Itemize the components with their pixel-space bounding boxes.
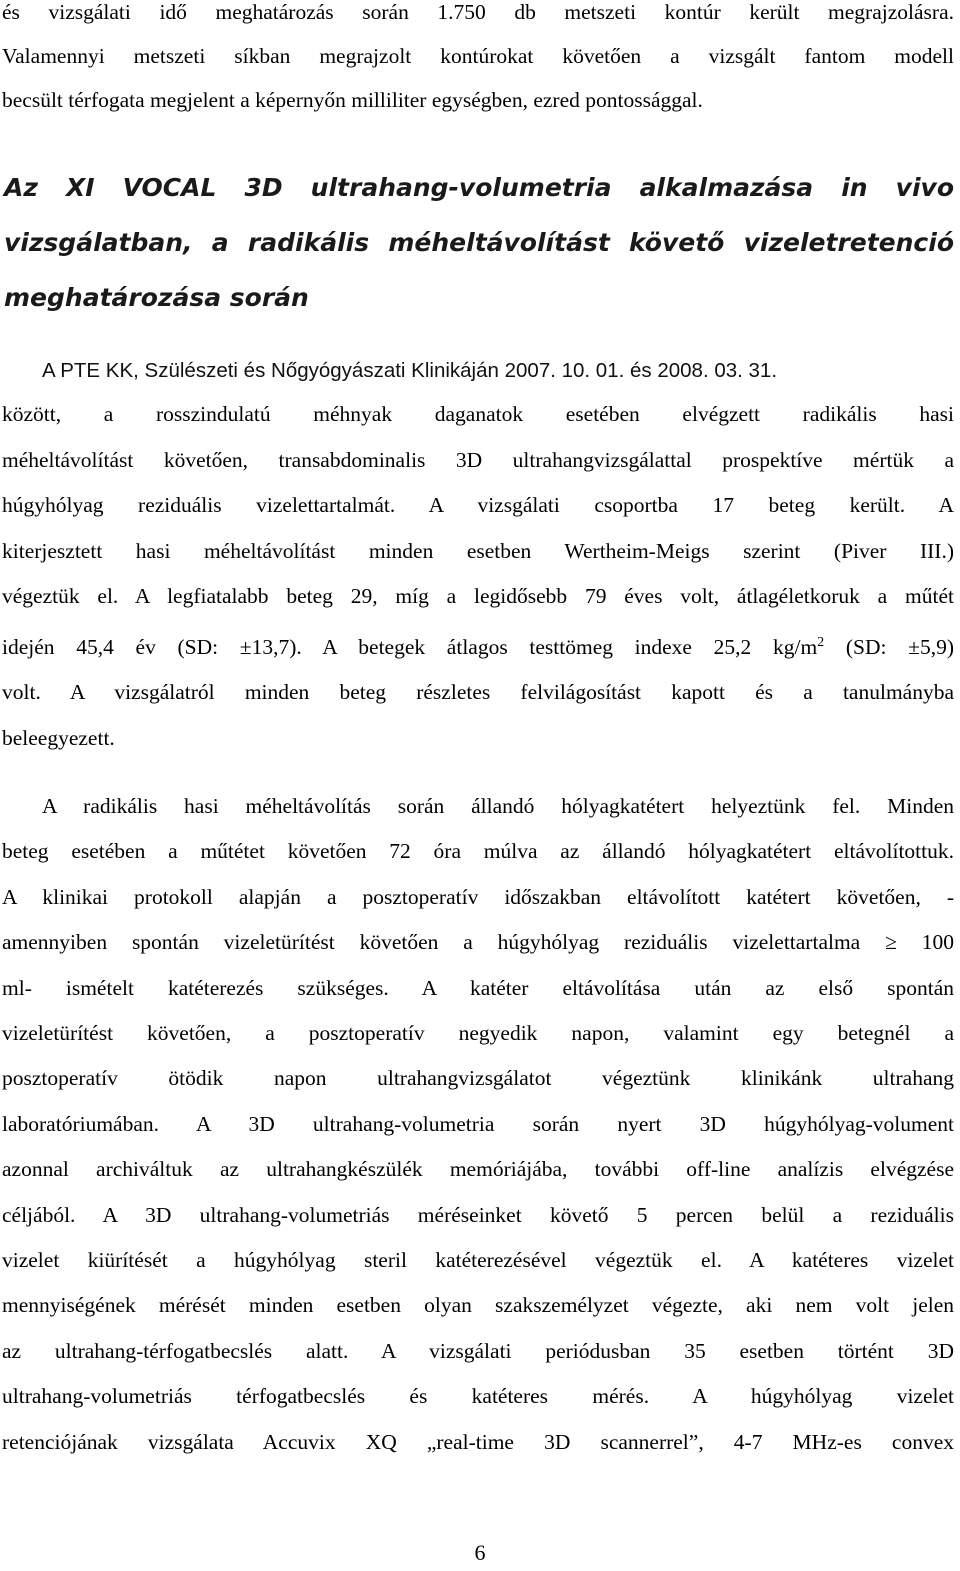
text-line: A klinikai protokoll alapján a posztoperatív időszakban eltávolított katétert követően, - <box>2 884 954 909</box>
text-line: az ultrahang-térfogatbecslés alatt. A vizsgálati periódusban 35 esetben történt 3D <box>2 1338 954 1363</box>
text-line: A radikális hasi méheltávolítás során állandó hólyagkatétert helyeztünk fel. Minden <box>42 794 954 818</box>
section-heading <box>4 160 954 325</box>
text-line: kiterjesztett hasi méheltávolítást minden esetben Wertheim-Meigs szerint (Piver III.) <box>2 538 954 563</box>
method-paragraph <box>2 784 954 1465</box>
text-line: ml- ismételt katéterezés szükséges. A katéter eltávolítása után az első spontán <box>2 975 954 1000</box>
text-line: vizeletürítést követően, a posztoperatív negyedik napon, valamint egy betegnél a <box>2 1021 954 1046</box>
text-segment: idején 45,4 év (SD: ±13,7). A betegek átlagos testtömeg indexe 25,2 kg/m <box>2 634 818 659</box>
study-period-line: A PTE KK, Szülészeti és Nőgyógyászati Klinikáján 2007. 10. 01. és 2008. 03. 31. <box>42 359 778 382</box>
text-line-with-superscript <box>2 620 954 671</box>
text-line: beleegyezett. <box>2 725 115 750</box>
text-line: laboratóriumában. A 3D ultrahang-volumetria során nyert 3D húgyhólyag-volument <box>2 1111 954 1136</box>
text-line: posztoperatív ötödik napon ultrahangvizsgálatot végeztünk klinikánk ultrahang <box>2 1066 954 1091</box>
text-line: vizelet kiürítését a húgyhólyag steril katéterezésével végeztük el. A katéteres vizelet <box>2 1248 954 1273</box>
page-number: 6 <box>474 1540 486 1565</box>
text-line: céljából. A 3D ultrahang-volumetriás méréseinket követő 5 percen belül a reziduális <box>2 1202 954 1227</box>
text-line: beteg esetében a műtétet követően 72 óra múlva az állandó hólyagkatétert eltávolítottuk. <box>2 839 954 864</box>
text-line: ultrahang-volumetriás térfogatbecslés és katéteres mérés. A húgyhólyag vizelet <box>2 1384 954 1409</box>
text-line: húgyhólyag reziduális vizelettartalmát. A vizsgálati csoportba 17 beteg került. A <box>2 493 954 517</box>
text-line: méheltávolítást követően, transabdominalis 3D ultrahangvizsgálattal prospektíve mértük a <box>2 447 954 472</box>
text-line: között, a rosszindulatú méhnyak daganatok esetében elvégzett radikális hasi <box>2 402 954 426</box>
text-line: azonnal archiváltuk az ultrahangkészülék memóriájába, további off-line analízis elvégzése <box>2 1157 954 1182</box>
study-paragraph <box>2 392 954 761</box>
superscript: 2 <box>817 634 825 650</box>
text-line: Valamennyi metszeti síkban megrajzolt kontúrokat követően a vizsgált fantom modell <box>2 44 954 68</box>
heading-line: Az XI VOCAL 3D ultrahang-volumetria alkalmazása in vivo <box>4 173 954 202</box>
text-segment: (SD: ±5,9) <box>824 634 954 659</box>
heading-line: vizsgálatban, a radikális méheltávolítást követő vizeletretenció <box>4 228 954 257</box>
heading-line: meghatározása során <box>4 283 309 312</box>
text-line: végeztük el. A legfiatalabb beteg 29, míg a legidősebb 79 éves volt, átlagéletkoruk a műtét <box>2 584 954 608</box>
text-line: becsült térfogata megjelent a képernyőn milliliter egységben, ezred pontossággal. <box>2 88 703 112</box>
intro-paragraph <box>2 0 954 122</box>
text-line: amennyiben spontán vizeletürítést követően a húgyhólyag reziduális vizelettartalma ≥ 100 <box>2 930 954 955</box>
text-line: mennyiségének mérését minden esetben olyan szakszemélyzet végezte, aki nem volt jelen <box>2 1293 954 1318</box>
text-line: retenciójának vizsgálata Accuvix XQ „real-time 3D scannerrel”, 4-7 MHz-es convex <box>2 1429 954 1454</box>
text-line: és vizsgálati idő meghatározás során 1.750 db metszeti kontúr került megrajzolásra. <box>2 0 954 24</box>
text-line: volt. A vizsgálatról minden beteg részletes felvilágosítást kapott és a tanulmányba <box>2 680 954 705</box>
